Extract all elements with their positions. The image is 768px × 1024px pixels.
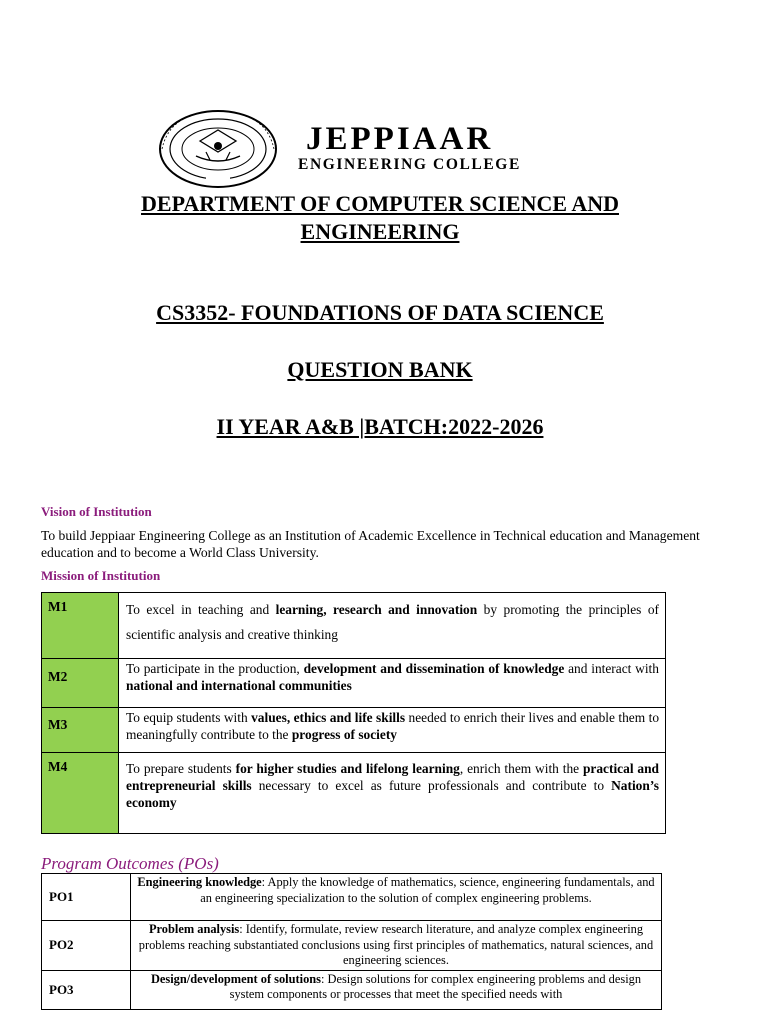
po-description: : Design solutions for complex engineering problems and design system components or processes that meet the specified needs with <box>229 971 642 1001</box>
mission-text-part: by promoting the principles of scientific analysis and creative thinking <box>126 602 660 642</box>
college-seal-icon <box>148 108 288 190</box>
mission-table <box>41 592 666 834</box>
college-subtitle: ENGINEERING COLLEGE <box>298 156 521 173</box>
mission-text-part: To prepare students <box>126 761 236 776</box>
mission-text-part: To excel in teaching and <box>126 602 276 617</box>
mission-row <box>42 708 666 753</box>
po-text <box>131 970 662 1009</box>
mission-code: M1 <box>42 593 119 659</box>
vision-text: To build Jeppiaar Engineering College as an Institution of Academic Excellence in Technical education and Management education and to become a World Class University. <box>41 528 700 560</box>
po-term: Design/development of solutions <box>150 971 321 986</box>
mission-text-part: necessary to excel as future professionals and contribute to <box>251 778 612 793</box>
po-description: : Identify, formulate, review research literature, and analyze complex engineering problems reaching substantiated conclusions using first principles of mathematics, natural sciences, and engineering sciences. <box>138 922 654 967</box>
po-code: PO1 <box>42 874 131 921</box>
mission-text-bold: progress of society <box>291 727 397 742</box>
mission-text <box>119 708 666 753</box>
vision-heading: Vision of Institution <box>41 504 152 519</box>
mission-text-bold: development and dissemination of knowledge <box>303 661 565 676</box>
department-title: DEPARTMENT OF COMPUTER SCIENCE AND ENGINEERING <box>141 191 619 244</box>
program-outcomes-table <box>41 873 662 1010</box>
po-term: Problem analysis <box>148 922 240 936</box>
mission-text <box>119 753 666 834</box>
po-code: PO2 <box>42 921 131 971</box>
po-row <box>42 874 662 921</box>
document-type: QUESTION BANK <box>287 357 473 382</box>
po-row <box>42 921 662 971</box>
mission-text-bold: practical and entrepreneurial skills <box>126 761 660 793</box>
mission-text-bold: Nation’s economy <box>126 778 659 810</box>
college-name: JEPPIAAR <box>306 121 494 157</box>
mission-code: M3 <box>42 708 119 753</box>
po-text <box>131 874 662 921</box>
mission-text <box>119 659 666 708</box>
mission-row <box>42 753 666 834</box>
batch-info: II YEAR A&B |BATCH:2022-2026 <box>216 414 544 439</box>
mission-text-bold: national and international communities <box>126 678 352 693</box>
po-row <box>42 970 662 1009</box>
mission-row <box>42 593 666 659</box>
mission-text <box>119 593 666 659</box>
mission-code: M2 <box>42 659 119 708</box>
mission-text-part: To participate in the production, <box>126 661 304 676</box>
mission-text-bold: learning, research and innovation <box>275 602 478 617</box>
po-description: : Apply the knowledge of mathematics, science, engineering fundamentals, and an engineering specialization to the solution of complex engineering problems. <box>200 875 655 905</box>
program-outcomes-heading: Program Outcomes (POs) <box>41 854 219 873</box>
mission-code: M4 <box>42 753 119 834</box>
mission-text-bold: for higher studies and lifelong learning <box>235 761 460 776</box>
mission-text-part: needed to enrich their lives and enable them to meaningfully contribute to the <box>126 710 660 742</box>
college-logo <box>148 108 586 190</box>
mission-text-bold: values, ethics and life skills <box>251 710 406 725</box>
po-text <box>131 921 662 971</box>
mission-text-part: and interact with <box>564 661 659 676</box>
mission-heading: Mission of Institution <box>41 568 161 583</box>
mission-text-part: , enrich them with the <box>459 761 583 776</box>
po-code: PO3 <box>42 970 131 1009</box>
mission-text-part: To equip students with <box>126 710 252 725</box>
course-title: CS3352- FOUNDATIONS OF DATA SCIENCE <box>156 300 604 325</box>
po-term: Engineering knowledge <box>137 875 262 889</box>
mission-row <box>42 659 666 708</box>
